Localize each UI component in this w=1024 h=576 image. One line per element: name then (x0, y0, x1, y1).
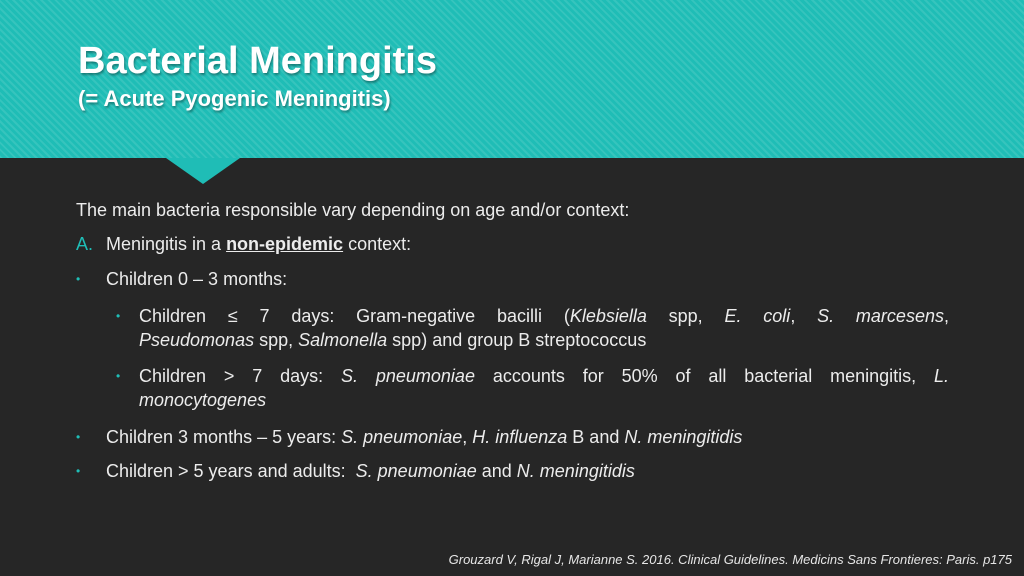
group2-t1: , (462, 427, 473, 447)
organism-nmeningitidis: N. meningitidis (516, 461, 635, 481)
intro-text: The main bacteria responsible vary depending on age and/or context: (76, 200, 630, 220)
sub1-pre: Children ≤ 7 days: Gram-negative bacilli ( (139, 306, 570, 326)
organism-monocytogenes: monocytogenes (139, 390, 267, 410)
bullet-icon: • (116, 369, 121, 383)
header-notch (166, 158, 240, 184)
section-a-pre: Meningitis in a (106, 234, 227, 254)
organism-spneumoniae: S. pneumoniae (355, 461, 477, 481)
group2-text (106, 425, 742, 449)
organism-nmeningitidis: N. meningitidis (624, 427, 743, 447)
organism-ecoli: E. coli (724, 306, 791, 326)
sub2-line2 (139, 388, 949, 412)
sub2-line1 (139, 364, 949, 388)
slide-header (0, 0, 1024, 158)
sub1-t1: spp, (646, 306, 725, 326)
sub1-line1 (139, 304, 949, 328)
organism-klebsiella: Klebsiella (569, 306, 647, 326)
slide-subtitle: (= Acute Pyogenic Meningitis) (78, 86, 391, 111)
group2-pre: Children 3 months – 5 years: (106, 427, 342, 447)
group1-label: Children 0 – 3 months: (106, 269, 288, 289)
organism-pseudomonas: Pseudomonas (139, 330, 255, 350)
sub1-text (139, 304, 949, 352)
organism-l: L. (933, 366, 949, 386)
bullet-icon: • (76, 272, 81, 286)
sub2-text (139, 364, 949, 412)
group3-pre: Children > 5 years and adults: (106, 461, 356, 481)
section-a-text (106, 232, 411, 256)
sub1-t3: , (943, 306, 949, 326)
organism-salmonella: Salmonella (298, 330, 388, 350)
bullet-icon: • (116, 309, 121, 323)
intro-line (76, 198, 629, 222)
organism-spneumoniae: S. pneumoniae (341, 427, 463, 447)
group3-t1: and (476, 461, 517, 481)
group2-t2: B and (567, 427, 625, 447)
bullet-icon: • (76, 430, 81, 444)
citation: Grouzard V, Rigal J, Marianne S. 2016. Clinical Guidelines. Medicins Sans Frontieres: Paris. p175 (448, 552, 1012, 567)
section-a-post: context: (343, 234, 412, 254)
organism-spneumoniae: S. pneumoniae (341, 366, 475, 386)
sub1-t5: spp) and group B streptococcus (387, 330, 647, 350)
sub1-t4: spp, (254, 330, 299, 350)
sub2-pre: Children > 7 days: (139, 366, 342, 386)
section-a-marker: A. (76, 234, 94, 254)
sub1-line2 (139, 328, 949, 352)
sub2-t1: accounts for 50% of all bacterial meningitis, (474, 366, 934, 386)
group3-text (106, 459, 635, 483)
slide-title: Bacterial Meningitis (78, 40, 437, 82)
organism-smarcesens: S. marcesens (817, 306, 944, 326)
organism-hinfluenza: H. influenza (472, 427, 568, 447)
bullet-icon: • (76, 464, 81, 478)
sub1-t2: , (790, 306, 818, 326)
non-epidemic-emphasis: non-epidemic (226, 234, 344, 254)
